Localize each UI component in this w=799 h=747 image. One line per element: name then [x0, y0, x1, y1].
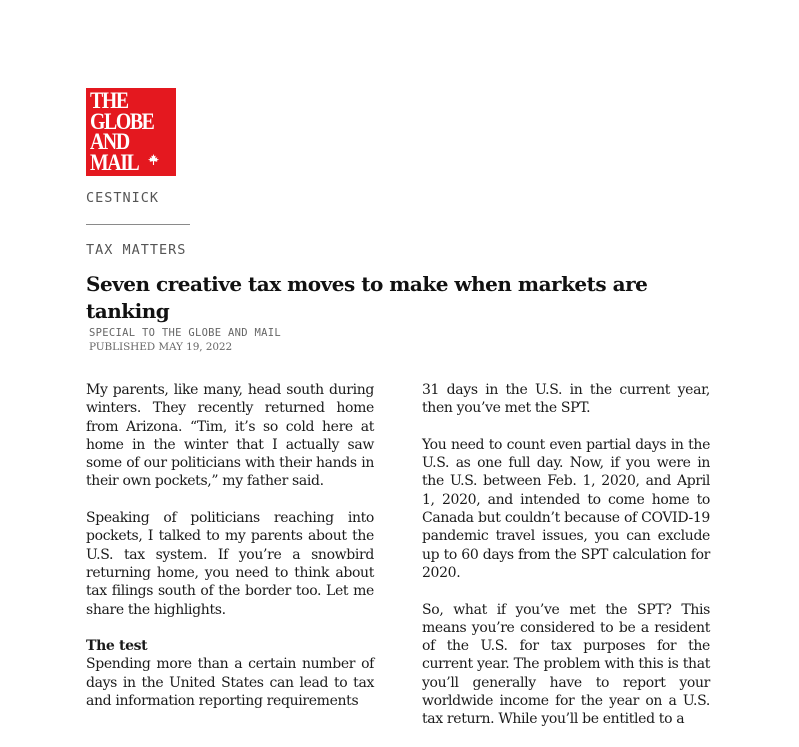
paragraph: Speaking of politicians reaching into pockets, I talked to my parents about the U.S. tax system. If you’re a snowbird returning home, you need to think about tax filings south of the border too. Let me share the highlights.	[86, 510, 374, 618]
article-column-right	[422, 381, 710, 747]
section-divider	[86, 224, 190, 225]
paragraph: So, what if you’ve met the SPT? This means you’re considered to be a resident of the U.S. for tax purposes for the current year. The problem with this is that you’ll generally have to report your worldwide income for the year on a U.S. tax return. While you’ll be entitled to a	[422, 601, 710, 728]
logo-line-4: MAIL	[90, 149, 139, 175]
paragraph: My parents, like many, head south during winters. They recently returned home from Arizona. “Tim, it’s so cold here at home in the winter that I actually saw some of our politicians with their hands in their own pockets,” my father said.	[86, 382, 374, 490]
published-date: PUBLISHED MAY 19, 2022	[89, 341, 233, 353]
subheading: The test	[86, 638, 148, 655]
paragraph: You need to count even partial days in the U.S. as one full day. Now, if you were in the U.S. between Feb. 1, 2020, and April 1, 2020, and intended to come home to Canada but couldn’t because of COVID-19 pandemic travel issues, you can exclude up to 60 days from the SPT calculation for 2020.	[422, 436, 710, 581]
article-column-left	[86, 381, 374, 729]
logo-line-2: GLOBE	[90, 108, 154, 134]
article-headline: Seven creative tax moves to make when markets are tanking	[86, 272, 648, 323]
paragraph: 31 days in the U.S. in the current year, then you’ve met the SPT.	[422, 382, 710, 417]
kicker[interactable]: TAX MATTERS	[86, 242, 187, 258]
maple-leaf-icon	[148, 154, 159, 165]
paragraph: Spending more than a certain number of days in the United States can lead to tax and information reporting requirements	[86, 656, 374, 710]
globe-and-mail-logo[interactable]	[86, 88, 176, 176]
section-name[interactable]: CESTNICK	[86, 190, 160, 206]
logo-line-3: AND	[90, 129, 129, 154]
logo-line-1: THE	[90, 88, 128, 113]
byline: SPECIAL TO THE GLOBE AND MAIL	[89, 327, 282, 339]
